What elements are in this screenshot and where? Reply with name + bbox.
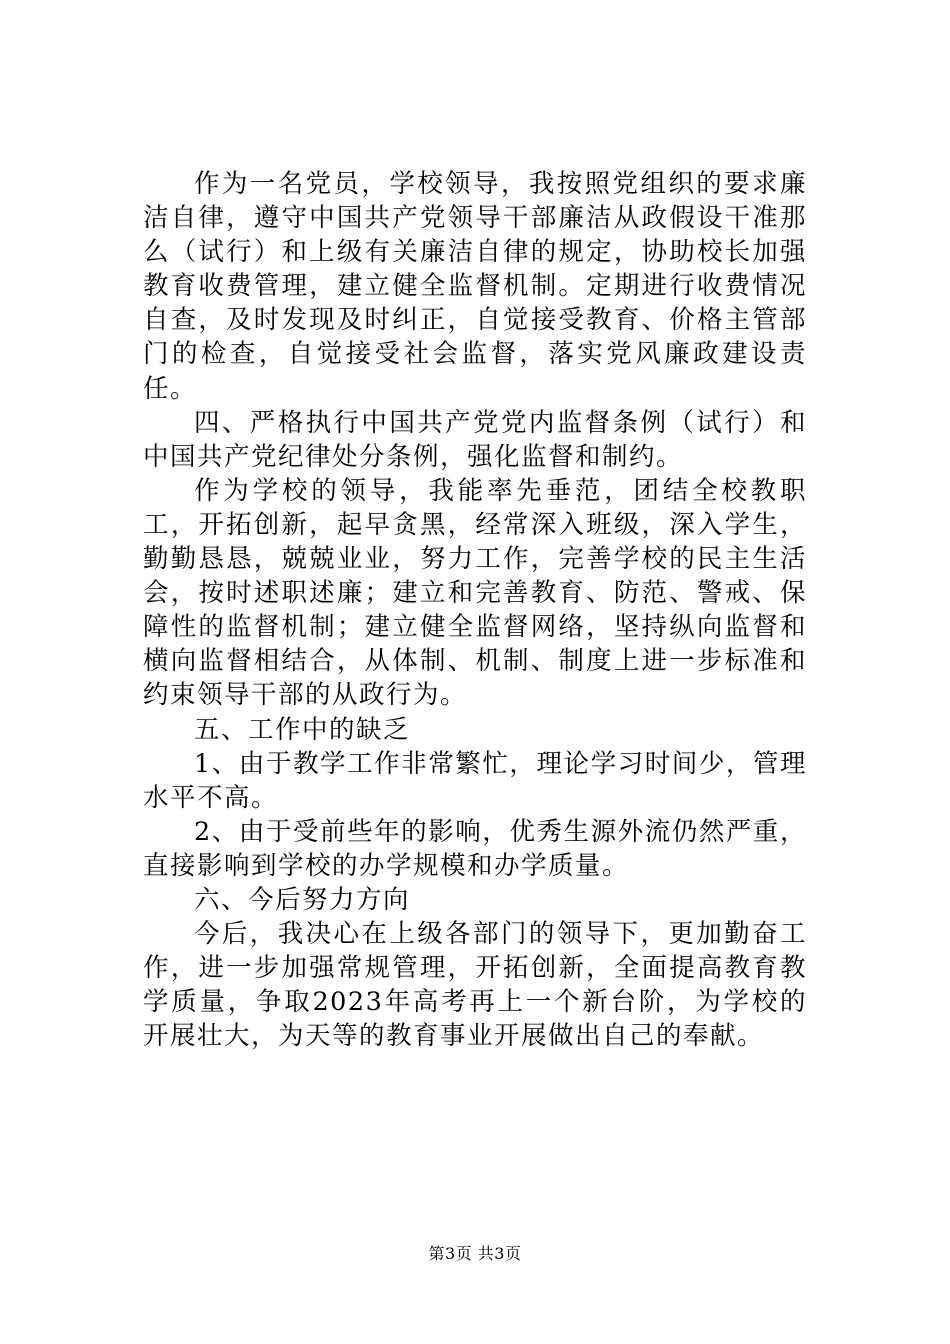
section-heading-future-direction: 六、今后努力方向 <box>194 884 411 915</box>
section-heading-supervision-regulations: 四、严格执行中国共产党党内监督条例（试行）和中国共产党纪律处分条例，强化监督和制约。 <box>143 407 807 472</box>
paragraph-leadership-role: 作为学校的领导，我能率先垂范，团结全校教职工，开拓创新，起早贪黑，经常深入班级，深入学生，勤勤恳恳，兢兢业业，努力工作，完善学校的民主生活会，按时述职述廉；建立和完善教育、防范、警戒、保障性的监督机制；建立健全监督网络，坚持纵向监督和横向监督相结合，从体制、机制、制度上进一步标准和约束领导干部的从政行为。 <box>143 475 807 711</box>
page-number-footer: 第3页 共3页 <box>428 1244 522 1263</box>
paragraph-party-member-self-discipline: 作为一名党员，学校领导，我按照党组织的要求廉洁自律，遵守中国共产党领导干部廉洁从政假设干准那么（试行）和上级有关廉洁自律的规定，协助校长加强教育收费管理，建立健全监督机制。定期进行收费情况自查，及时发现及时纠正，自觉接受教育、价格主管部门的检查，自觉接受社会监督，落实党风廉政建设责任。 <box>143 169 807 404</box>
paragraph-future-plan: 今后，我决心在上级各部门的领导下，更加勤奋工作，进一步加强常规管理，开拓创新，全面提高教育教学质量，争取2023年高考再上一个新台阶，为学校的开展壮大，为天等的教育事业开展做出自己的奉献。 <box>143 919 807 1052</box>
list-item-shortcoming-2: 2、由于受前些年的影响，优秀生源外流仍然严重，直接影响到学校的办学规模和办学质量。 <box>143 816 807 881</box>
section-heading-shortcomings: 五、工作中的缺乏 <box>194 714 411 745</box>
document-body <box>143 167 807 1053</box>
list-item-shortcoming-1: 1、由于教学工作非常繁忙，理论学习时间少，管理水平不高。 <box>143 748 807 813</box>
